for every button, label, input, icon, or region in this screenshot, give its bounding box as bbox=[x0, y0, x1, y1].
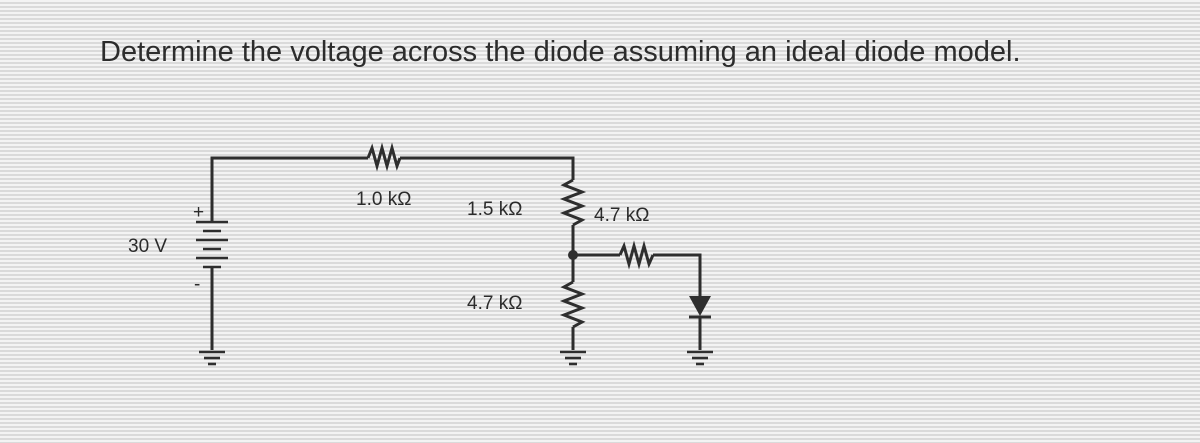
r3-resistor bbox=[620, 246, 653, 264]
r4-resistor bbox=[564, 282, 582, 327]
ground-symbol-diode bbox=[687, 352, 713, 364]
r3-to-diode-wire bbox=[653, 255, 700, 296]
source-minus-label: - bbox=[194, 274, 201, 295]
r2-label: 1.5 kΩ bbox=[467, 199, 523, 220]
top-wire bbox=[212, 158, 368, 208]
r1-resistor bbox=[368, 148, 400, 166]
ground-symbol-battery bbox=[199, 352, 225, 364]
source-voltage-label: 30 V bbox=[128, 236, 168, 257]
r4-label: 4.7 kΩ bbox=[467, 293, 523, 314]
source-plus-label: + bbox=[193, 202, 205, 223]
r2-resistor bbox=[564, 180, 582, 225]
diode-symbol bbox=[689, 296, 711, 316]
top-wire-right bbox=[400, 158, 573, 180]
r1-label: 1.0 kΩ bbox=[356, 189, 412, 210]
r3-label: 4.7 kΩ bbox=[594, 205, 650, 226]
question-text: Determine the voltage across the diode assuming an ideal diode model. bbox=[100, 36, 1021, 68]
ground-symbol-r4 bbox=[560, 352, 586, 364]
